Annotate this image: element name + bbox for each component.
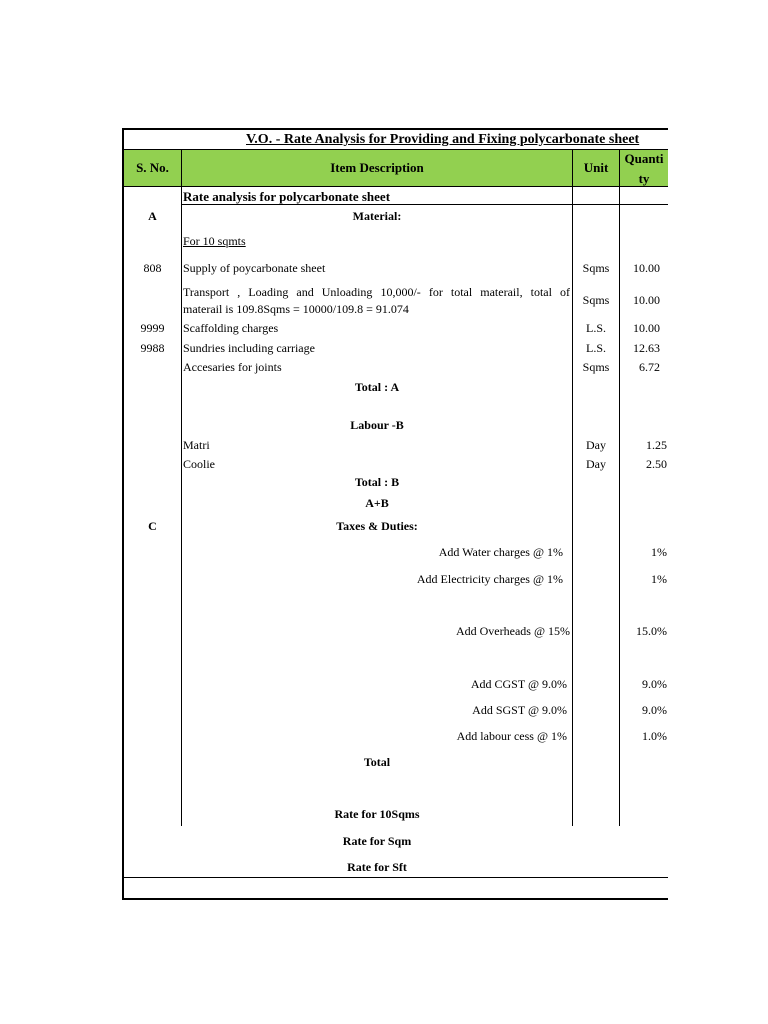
header-bottom-line — [124, 186, 668, 187]
col-divider-unit — [572, 150, 573, 826]
section-a-code: A — [148, 209, 157, 223]
rate-for-sqm: Rate for Sqm — [342, 834, 412, 848]
rate-for-10sqms: Rate for 10Sqms — [334, 807, 420, 821]
labour-row-2-unit: Day — [586, 457, 606, 471]
subtitle-bottom-line — [181, 204, 668, 205]
header-quantity-line1: Quanti — [624, 151, 664, 166]
material-row-4-unit: L.S. — [585, 341, 606, 355]
tax-row-labour-cess-qty: 1.0% — [642, 729, 667, 743]
grand-total: Total — [363, 755, 391, 769]
tax-row-cgst-label: Add CGST @ 9.0% — [470, 677, 567, 691]
labour-row-1-qty: 1.25 — [646, 438, 667, 452]
material-row-3-desc: Scaffolding charges — [183, 321, 279, 335]
header-quantity-line2: ty — [638, 171, 650, 186]
material-row-2-desc-line2: materail is 109.8Sqms = 10000/109.8 = 91.074 — [183, 302, 409, 316]
material-row-5-unit: Sqms — [582, 360, 610, 374]
section-a-for-line: For 10 sqmts — [183, 234, 246, 248]
material-row-1-sno: 808 — [143, 261, 162, 275]
subtitle: Rate analysis for polycarbonate sheet — [183, 189, 391, 204]
tax-row-water-label: Add Water charges @ 1% — [438, 545, 563, 559]
outer-border-top — [122, 128, 668, 130]
tax-row-sgst-qty: 9.0% — [642, 703, 667, 717]
title-divider — [124, 149, 668, 150]
material-row-4-qty: 12.63 — [633, 341, 660, 355]
material-row-5-desc: Accesaries for joints — [183, 360, 282, 374]
tax-row-electricity-qty: 1% — [651, 572, 667, 586]
material-row-1-unit: Sqms — [582, 261, 610, 275]
labour-row-1-desc: Matri — [183, 438, 210, 452]
col-divider-qty — [619, 150, 620, 826]
tax-row-overheads-label: Add Overheads @ 15% — [455, 624, 570, 638]
header-unit: Unit — [583, 160, 609, 175]
section-c-code: C — [148, 519, 157, 533]
labour-row-1-unit: Day — [586, 438, 606, 452]
material-row-5-qty: 6.72 — [639, 360, 660, 374]
material-row-3-qty: 10.00 — [633, 321, 660, 335]
material-row-3-unit: L.S. — [585, 321, 606, 335]
outer-border-left — [122, 128, 124, 900]
tax-row-cgst-qty: 9.0% — [642, 677, 667, 691]
material-row-1-desc: Supply of poycarbonate sheet — [183, 261, 326, 275]
tax-row-sgst-label: Add SGST @ 9.0% — [472, 703, 567, 717]
labour-row-2-desc: Coolie — [183, 457, 215, 471]
tax-row-labour-cess-label: Add labour cess @ 1% — [456, 729, 567, 743]
header-sno: S. No. — [136, 160, 169, 175]
tax-row-electricity-label: Add Electricity charges @ 1% — [416, 572, 563, 586]
tax-row-water-qty: 1% — [651, 545, 667, 559]
header-item-description: Item Description — [330, 160, 424, 175]
footer-top-line — [124, 877, 668, 878]
section-c-title: Taxes & Duties: — [336, 519, 418, 533]
section-a-title: Material: — [352, 209, 402, 223]
outer-border-bottom — [122, 898, 668, 900]
a-plus-b: A+B — [365, 496, 389, 510]
material-row-1-qty: 10.00 — [633, 261, 660, 275]
material-row-4-sno: 9988 — [140, 341, 165, 355]
material-row-4-desc: Sundries including carriage — [183, 341, 315, 355]
labour-title: Labour -B — [350, 418, 404, 432]
material-row-3-sno: 9999 — [140, 321, 165, 335]
tax-row-overheads-qty: 15.0% — [636, 624, 667, 638]
rate-for-sft: Rate for Sft — [347, 860, 407, 874]
labour-row-2-qty: 2.50 — [646, 457, 667, 471]
total-a: Total : A — [354, 380, 400, 394]
sheet-title: V.O. - Rate Analysis for Providing and Fixing polycarbonate sheet — [246, 132, 640, 147]
material-row-2-unit: Sqms — [582, 293, 610, 307]
material-row-2-qty: 10.00 — [633, 293, 660, 307]
material-row-2-desc-line1: Transport , Loading and Unloading 10,000/- for total materail, total of — [183, 285, 570, 299]
total-b: Total : B — [354, 475, 400, 489]
